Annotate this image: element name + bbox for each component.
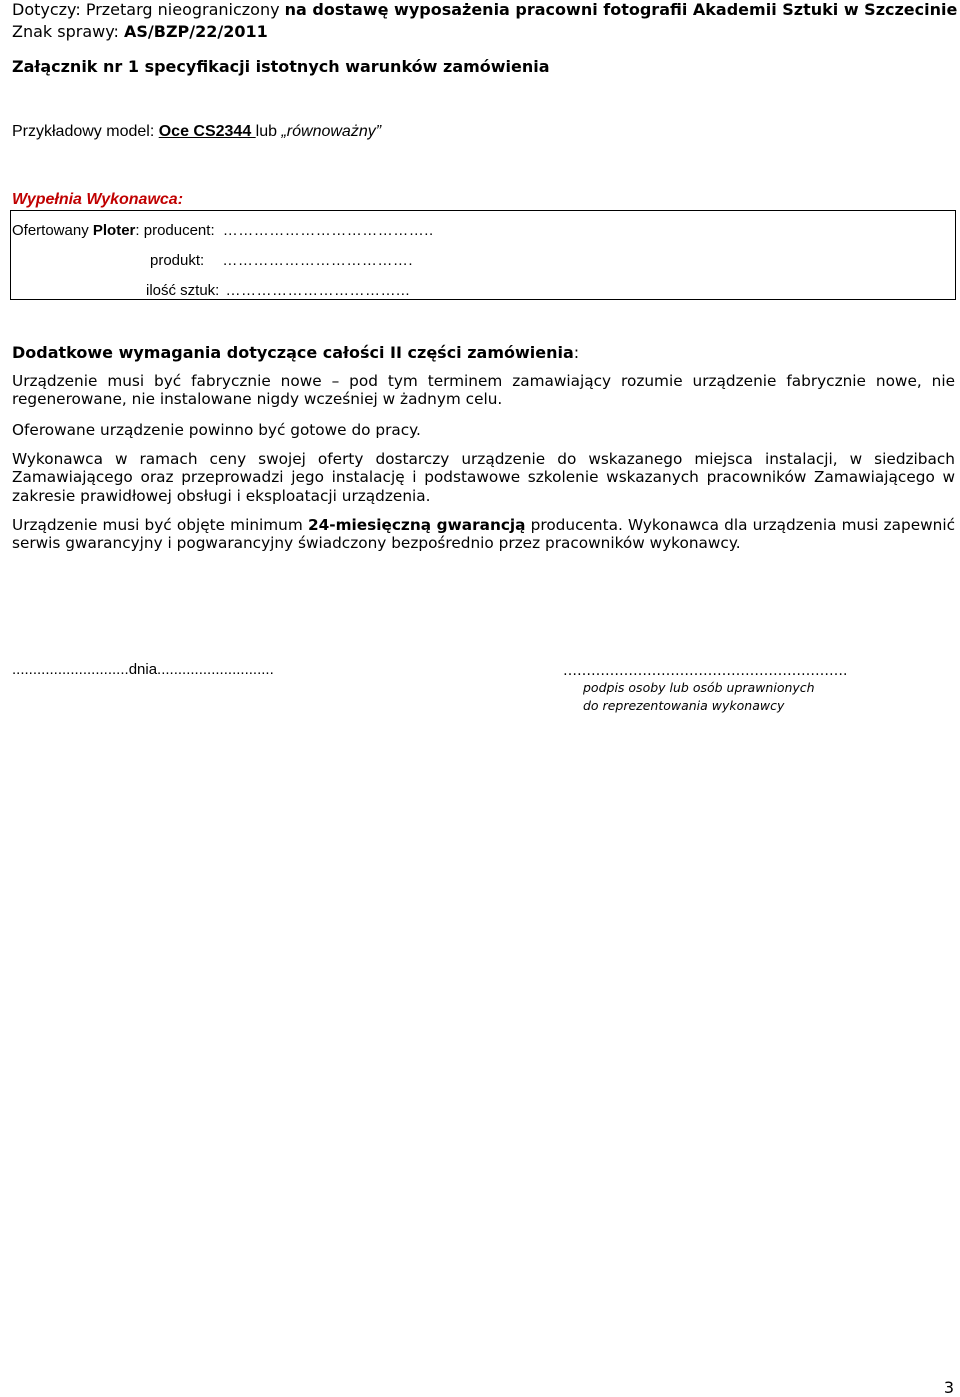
- model-line: [12, 123, 381, 141]
- date-line: ............................dnia............................: [12, 661, 274, 678]
- paragraph-line: Urządzenie musi być fabrycznie nowe – pod tym terminem zamawiający rozumie urządzenie fabrycznie nowe, nie: [12, 372, 955, 390]
- requirements-heading: [12, 343, 579, 362]
- quantity-field[interactable]: ……………………………...: [225, 282, 411, 299]
- case-number-label: Znak sprawy:: [12, 22, 124, 41]
- case-number-line: [12, 22, 268, 41]
- requirements-heading-text: Dodatkowe wymagania dotyczące całości II części zamówienia: [12, 343, 574, 362]
- paragraph-line: zakresie prawidłowej obsługi i eksploatacji urządzenia.: [12, 486, 431, 505]
- warranty-text: Urządzenie musi być objęte minimum: [12, 516, 308, 534]
- product-label: produkt:: [150, 252, 205, 269]
- signature-note-line1: podpis osoby lub osób uprawnionych: [583, 680, 815, 695]
- paragraph-line: Zamawiającego oraz przeprowadzi jego instalację i podstawowe szkolenie wskazanych pracowników Zamawiającego w: [12, 468, 955, 487]
- warranty-period: 24-miesięczną gwarancją: [307, 516, 526, 534]
- requirements-heading-colon: :: [573, 343, 580, 362]
- offered-label: Ofertowany: [12, 222, 93, 239]
- contractor-fill-box: [10, 210, 956, 300]
- contractor-fill-heading: Wypełnia Wykonawca:: [12, 191, 184, 208]
- signature-field: …………………………………………………….: [563, 663, 848, 679]
- signature-note-line2: do reprezentowania wykonawcy: [583, 698, 785, 713]
- quantity-row: [146, 282, 410, 299]
- producer-field[interactable]: …………………………………..: [222, 222, 434, 239]
- requirement-ready: Oferowane urządzenie powinno być gotowe do pracy.: [12, 421, 421, 439]
- paragraph-line: serwis gwarancyjny i pogwarancyjny świadczony bezpośrednio przez pracowników wykonawcy.: [12, 534, 741, 553]
- model-equivalent: „równoważny”: [281, 123, 382, 140]
- quantity-label: ilość sztuk:: [146, 282, 220, 299]
- paragraph-line: regenerowane, nie instalowane nigdy wcześniej w żadnym celu.: [12, 390, 503, 409]
- subject-title: na dostawę wyposażenia pracowni fotografii Akademii Sztuki w Szczecinie: [284, 0, 958, 19]
- model-or: lub: [255, 123, 282, 140]
- subject-prefix: Dotyczy: Przetarg nieograniczony: [12, 0, 285, 19]
- product-field[interactable]: ……………………………….: [222, 252, 414, 269]
- requirement-new-device: [12, 372, 955, 409]
- product-row: [150, 252, 413, 269]
- page-number: 3: [943, 1378, 954, 1397]
- annex-title: Załącznik nr 1 specyfikacji istotnych warunków zamówienia: [12, 57, 550, 76]
- case-number-value: AS/BZP/22/2011: [124, 22, 268, 41]
- paragraph-line: Wykonawca w ramach ceny swojej oferty dostarczy urządzenie do wskazanego miejsca instalacji, w siedzibach: [12, 450, 955, 468]
- paragraph-line: [12, 516, 955, 534]
- offered-device: Ploter: [92, 222, 136, 239]
- producer-label: : producent:: [135, 222, 215, 239]
- requirement-installation: [12, 450, 955, 505]
- subject-line: [12, 0, 957, 19]
- model-name: Oce CS2344: [158, 123, 256, 140]
- producer-row: [12, 222, 434, 239]
- model-label: Przykładowy model:: [12, 123, 159, 140]
- requirement-warranty: [12, 516, 955, 553]
- warranty-text: producenta. Wykonawca dla urządzenia musi zapewnić: [525, 516, 955, 534]
